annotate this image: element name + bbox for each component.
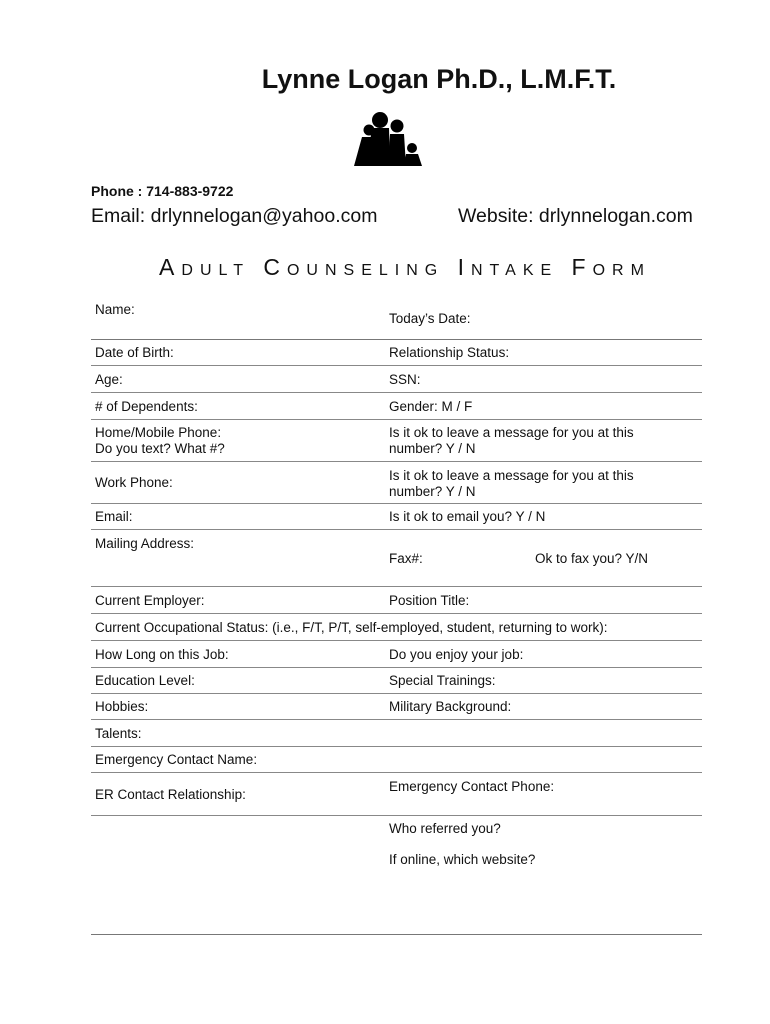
relationship-status-label: Relationship Status: xyxy=(389,345,510,360)
family-logo-icon xyxy=(350,110,426,168)
ssn-label: SSN: xyxy=(389,372,421,387)
row-divider xyxy=(91,586,702,587)
website-line: Website: drlynnelogan.com xyxy=(458,205,693,227)
row-divider xyxy=(91,693,702,694)
home-message-line-1: Is it ok to leave a message for you at this xyxy=(389,425,634,440)
home-message-question xyxy=(389,425,634,457)
work-message-line-1: Is it ok to leave a message for you at this xyxy=(389,468,634,483)
todays-date-label: Today’s Date: xyxy=(389,311,471,326)
er-relationship-label: ER Contact Relationship: xyxy=(95,787,246,802)
position-title-label: Position Title: xyxy=(389,593,470,608)
age-label: Age: xyxy=(95,372,123,387)
row-divider xyxy=(91,339,702,340)
row-divider xyxy=(91,815,702,816)
practitioner-title: Lynne Logan Ph.D., L.M.F.T. xyxy=(261,64,617,94)
military-label: Military Background: xyxy=(389,699,512,714)
row-divider xyxy=(91,772,702,773)
occupational-status-label: Current Occupational Status: (i.e., F/T, P/T, self-employed, student, returning to work): xyxy=(95,620,608,635)
phone-line: Phone : 714-883-9722 xyxy=(91,183,234,199)
work-message-question xyxy=(389,468,634,500)
education-label: Education Level: xyxy=(95,673,195,688)
email-line: Email: drlynnelogan@yahoo.com xyxy=(91,205,378,227)
ok-email-question: Is it ok to email you? Y / N xyxy=(389,509,546,524)
ok-fax-question: Ok to fax you? Y/N xyxy=(535,551,649,566)
special-trainings-label: Special Trainings: xyxy=(389,673,496,688)
enjoy-job-label: Do you enjoy your job: xyxy=(389,647,524,662)
row-divider xyxy=(91,719,702,720)
dob-label: Date of Birth: xyxy=(95,345,174,360)
fax-label: Fax#: xyxy=(389,551,423,566)
text-question-line: Do you text? What #? xyxy=(95,441,225,456)
row-divider xyxy=(91,392,702,393)
emergency-name-label: Emergency Contact Name: xyxy=(95,752,258,767)
bottom-divider xyxy=(91,934,702,935)
email-label: Email: xyxy=(95,509,133,524)
row-divider xyxy=(91,667,702,668)
talents-label: Talents: xyxy=(95,726,142,741)
name-label: Name: xyxy=(95,302,135,317)
row-divider xyxy=(91,503,702,504)
which-website-label: If online, which website? xyxy=(389,852,536,867)
row-divider xyxy=(91,419,702,420)
work-phone-label: Work Phone: xyxy=(95,475,173,490)
row-divider xyxy=(91,640,702,641)
home-phone-line: Home/Mobile Phone: xyxy=(95,425,222,440)
row-divider xyxy=(91,365,702,366)
how-long-job-label: How Long on this Job: xyxy=(95,647,229,662)
gender-label: Gender: M / F xyxy=(389,399,473,414)
who-referred-label: Who referred you? xyxy=(389,821,501,836)
work-message-line-2: number? Y / N xyxy=(389,484,476,499)
row-divider xyxy=(91,529,702,530)
row-divider xyxy=(91,613,702,614)
hobbies-label: Hobbies: xyxy=(95,699,149,714)
form-title: Adult Counseling Intake Form xyxy=(159,254,651,280)
home-message-line-2: number? Y / N xyxy=(389,441,476,456)
emergency-phone-label: Emergency Contact Phone: xyxy=(389,779,555,794)
row-divider xyxy=(91,461,702,462)
employer-label: Current Employer: xyxy=(95,593,205,608)
dependents-label: # of Dependents: xyxy=(95,399,198,414)
row-divider xyxy=(91,746,702,747)
home-phone-label xyxy=(95,425,225,457)
mailing-address-label: Mailing Address: xyxy=(95,536,195,551)
